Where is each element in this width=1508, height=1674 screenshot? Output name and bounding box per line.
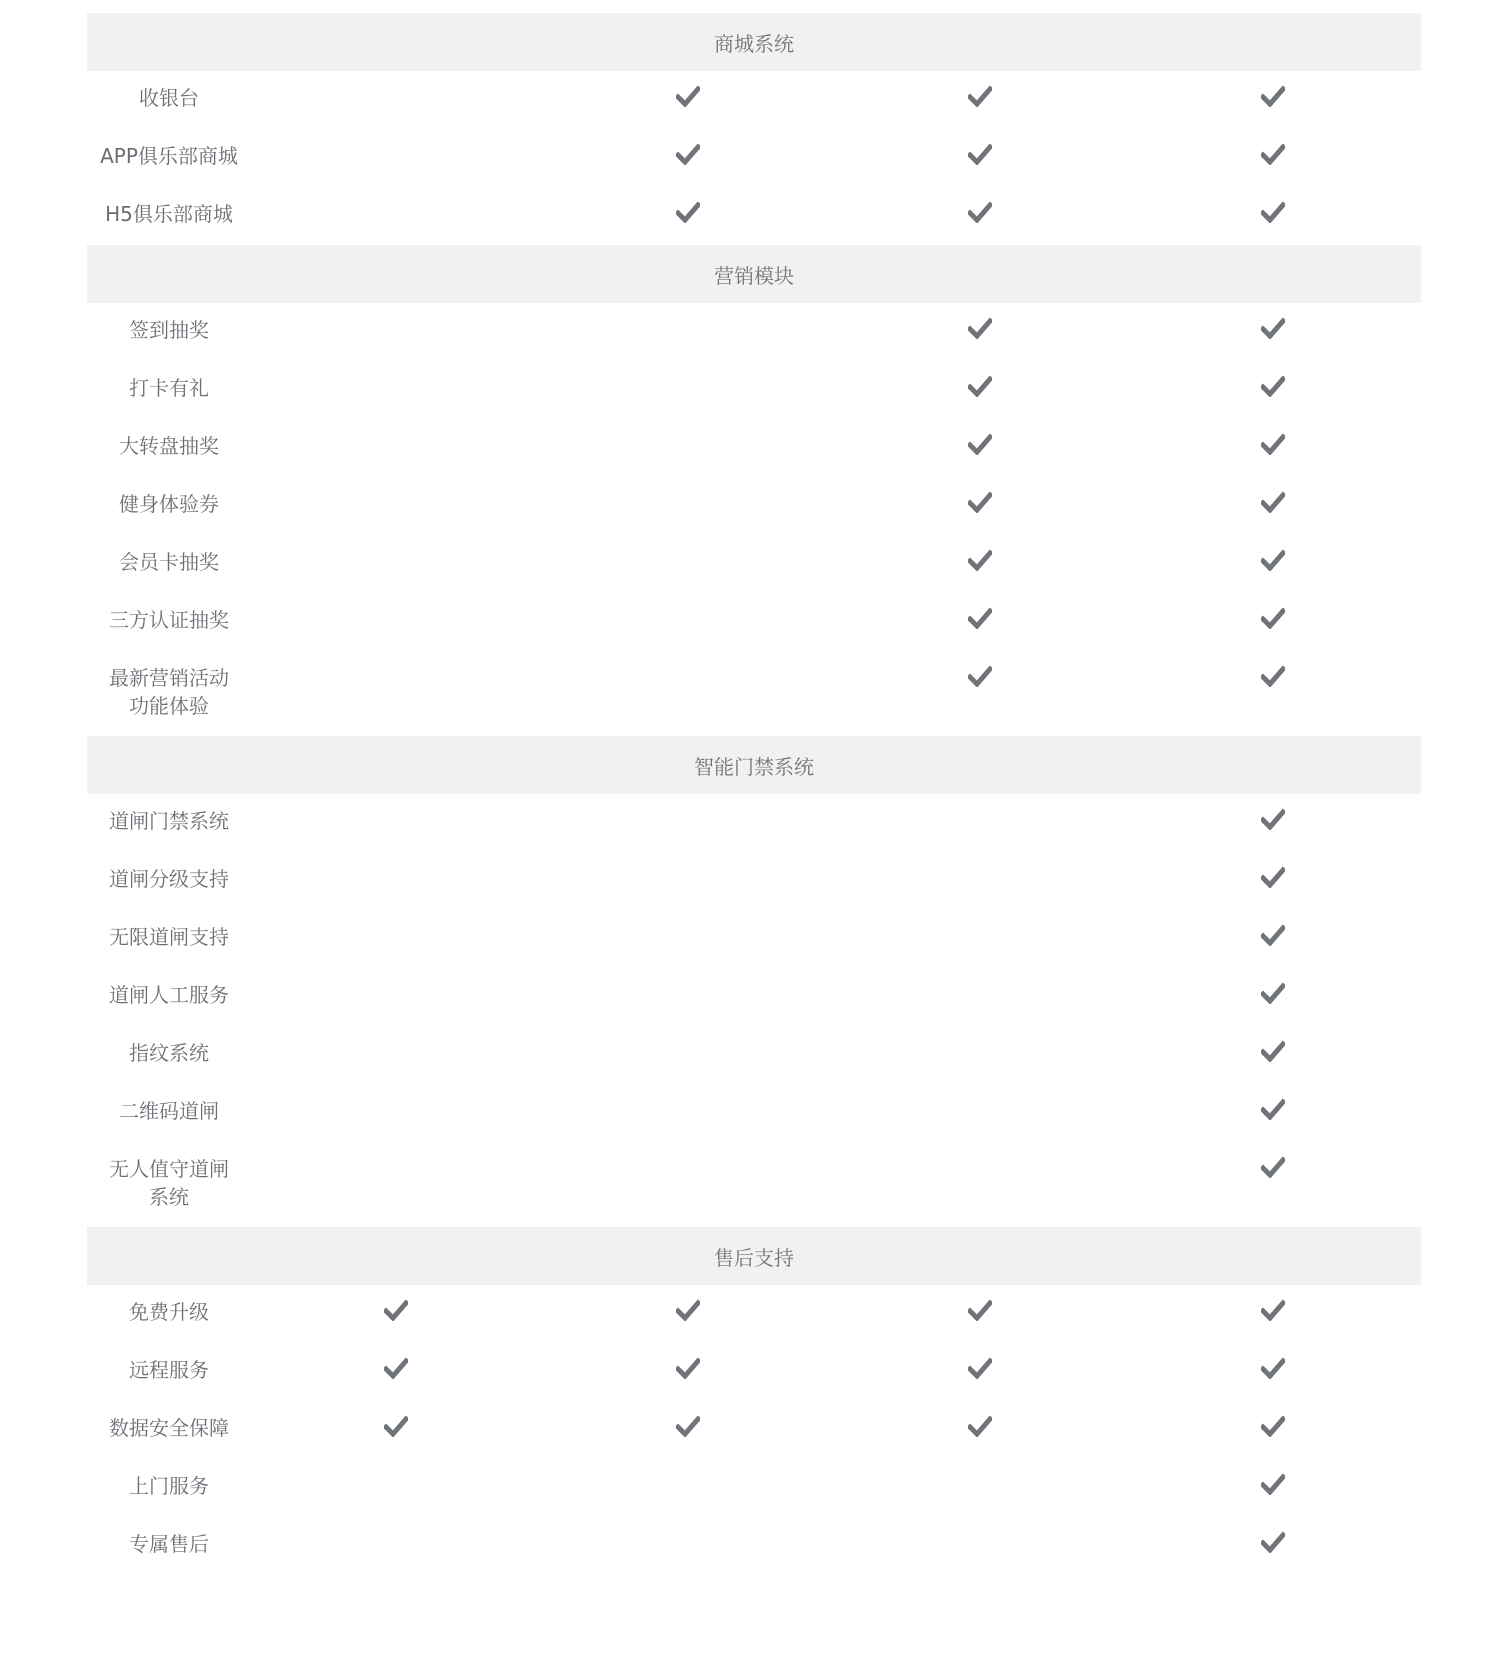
check-icon [1261, 982, 1285, 1004]
table-row [87, 1343, 1421, 1401]
section-header: 售后支持 [87, 1227, 1421, 1285]
check-cell [1253, 1097, 1293, 1121]
feature-label: 最新营销活动 功能体验 [109, 666, 229, 718]
check-cell [668, 1356, 708, 1380]
feature-label: APP俱乐部商城 [100, 144, 238, 168]
check-icon [968, 317, 992, 339]
table-row [87, 129, 1421, 187]
feature-label: 健身体验券 [119, 492, 219, 516]
feature-label: 道闸门禁系统 [109, 809, 229, 833]
check-cell [960, 84, 1000, 108]
table-row [87, 651, 1421, 736]
table-row [87, 477, 1421, 535]
check-cell [668, 142, 708, 166]
feature-label: 大转盘抽奖 [119, 434, 219, 458]
check-cell [960, 490, 1000, 514]
check-icon [968, 607, 992, 629]
check-cell [1253, 490, 1293, 514]
check-icon [1261, 201, 1285, 223]
check-icon [968, 1357, 992, 1379]
check-icon [968, 491, 992, 513]
check-cell [960, 142, 1000, 166]
check-cell [376, 1298, 416, 1322]
check-cell [960, 374, 1000, 398]
check-cell [960, 432, 1000, 456]
table-row [87, 1401, 1421, 1459]
feature-label: 上门服务 [129, 1474, 209, 1498]
check-cell [1253, 142, 1293, 166]
check-cell [960, 1414, 1000, 1438]
check-icon [1261, 1531, 1285, 1553]
check-icon [384, 1415, 408, 1437]
table-row [87, 303, 1421, 361]
check-icon [1261, 1357, 1285, 1379]
table-row [87, 910, 1421, 968]
check-cell [1253, 1472, 1293, 1496]
check-icon [968, 85, 992, 107]
check-icon [1261, 1156, 1285, 1178]
feature-label: 无限道闸支持 [109, 925, 229, 949]
feature-label: 指纹系统 [129, 1041, 209, 1065]
check-icon [1261, 1040, 1285, 1062]
check-cell [960, 316, 1000, 340]
check-cell [668, 200, 708, 224]
check-cell [1253, 664, 1293, 688]
check-cell [668, 84, 708, 108]
check-cell [1253, 606, 1293, 630]
table-row [87, 794, 1421, 852]
section-header: 商城系统 [87, 13, 1421, 71]
table-row [87, 71, 1421, 129]
table-row [87, 1517, 1421, 1575]
check-icon [384, 1357, 408, 1379]
feature-label: 免费升级 [129, 1300, 209, 1324]
feature-label: 远程服务 [129, 1358, 209, 1382]
check-icon [968, 433, 992, 455]
feature-label: 道闸分级支持 [109, 867, 229, 891]
check-cell [1253, 923, 1293, 947]
check-icon [1261, 491, 1285, 513]
check-icon [1261, 1098, 1285, 1120]
check-icon [1261, 607, 1285, 629]
table-row [87, 1285, 1421, 1343]
table-row [87, 1459, 1421, 1517]
feature-label: 道闸人工服务 [109, 983, 229, 1007]
check-cell [1253, 1530, 1293, 1554]
feature-label: 专属售后 [129, 1532, 209, 1556]
check-cell [1253, 807, 1293, 831]
feature-label: 会员卡抽奖 [119, 550, 219, 574]
check-icon [676, 1357, 700, 1379]
check-icon [1261, 317, 1285, 339]
table-row [87, 419, 1421, 477]
feature-label: H5俱乐部商城 [105, 202, 233, 226]
table-row [87, 968, 1421, 1026]
feature-comparison-table [87, 13, 1421, 1575]
feature-label: 签到抽奖 [129, 318, 209, 342]
table-row [87, 187, 1421, 245]
check-icon [676, 1299, 700, 1321]
check-cell [1253, 316, 1293, 340]
feature-label: 三方认证抽奖 [109, 608, 229, 632]
table-row [87, 852, 1421, 910]
check-cell [1253, 981, 1293, 1005]
check-cell [1253, 432, 1293, 456]
check-icon [1261, 433, 1285, 455]
check-icon [968, 549, 992, 571]
section-header: 智能门禁系统 [87, 736, 1421, 794]
table-row [87, 593, 1421, 651]
check-cell [376, 1356, 416, 1380]
feature-label: 二维码道闸 [119, 1099, 219, 1123]
check-cell [668, 1298, 708, 1322]
check-cell [960, 200, 1000, 224]
check-icon [676, 201, 700, 223]
check-cell [960, 1298, 1000, 1322]
check-icon [1261, 866, 1285, 888]
check-icon [968, 375, 992, 397]
table-row [87, 361, 1421, 419]
check-icon [1261, 1299, 1285, 1321]
check-icon [1261, 808, 1285, 830]
check-icon [676, 85, 700, 107]
check-cell [668, 1414, 708, 1438]
feature-label: 数据安全保障 [109, 1416, 229, 1440]
check-cell [1253, 84, 1293, 108]
feature-label: 无人值守道闸 系统 [109, 1157, 229, 1209]
check-cell [1253, 865, 1293, 889]
check-icon [1261, 143, 1285, 165]
check-cell [1253, 200, 1293, 224]
check-cell [376, 1414, 416, 1438]
check-icon [676, 143, 700, 165]
table-row [87, 535, 1421, 593]
section-header: 营销模块 [87, 245, 1421, 303]
check-icon [384, 1299, 408, 1321]
check-cell [960, 606, 1000, 630]
check-cell [1253, 1298, 1293, 1322]
check-icon [1261, 665, 1285, 687]
check-icon [968, 1299, 992, 1321]
check-icon [676, 1415, 700, 1437]
check-icon [968, 143, 992, 165]
feature-label: 打卡有礼 [129, 376, 209, 400]
table-row [87, 1026, 1421, 1084]
check-icon [1261, 1415, 1285, 1437]
feature-label: 收银台 [139, 86, 199, 110]
table-row [87, 1084, 1421, 1142]
check-cell [960, 1356, 1000, 1380]
check-icon [968, 201, 992, 223]
check-icon [968, 665, 992, 687]
check-icon [1261, 1473, 1285, 1495]
check-cell [1253, 1155, 1293, 1179]
check-icon [1261, 549, 1285, 571]
check-icon [1261, 924, 1285, 946]
check-icon [1261, 85, 1285, 107]
check-cell [960, 664, 1000, 688]
check-cell [1253, 1356, 1293, 1380]
check-cell [1253, 1414, 1293, 1438]
check-icon [968, 1415, 992, 1437]
check-cell [1253, 1039, 1293, 1063]
check-cell [1253, 548, 1293, 572]
check-cell [1253, 374, 1293, 398]
check-icon [1261, 375, 1285, 397]
table-row [87, 1142, 1421, 1227]
check-cell [960, 548, 1000, 572]
